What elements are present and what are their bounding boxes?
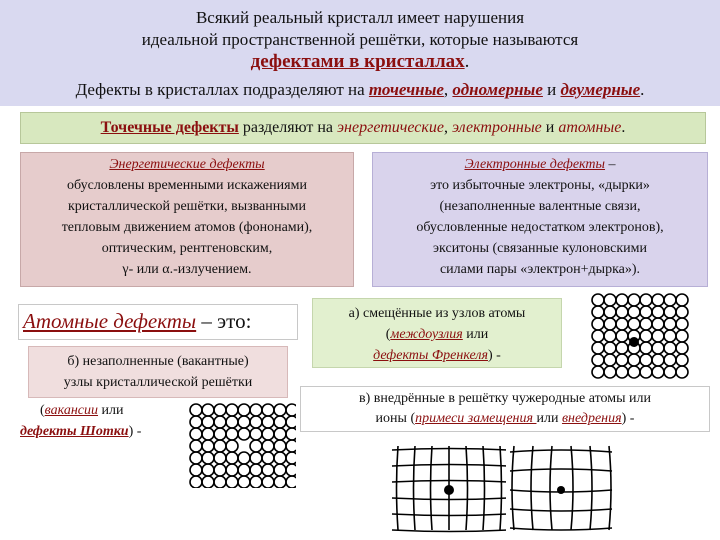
lattice-atom: [238, 404, 250, 416]
insertion-term: внедрения: [561, 411, 622, 426]
lattice-atom: [190, 440, 202, 452]
lattice-line: [392, 530, 508, 532]
lattice-atom: [238, 476, 250, 488]
lattice-atom: [616, 354, 628, 366]
lattice-atom: [604, 330, 616, 342]
energy-line: оптическим, рентгеновским,: [101, 241, 273, 256]
frenkel-term: дефекты Френкеля: [373, 348, 488, 363]
lattice-atom: [226, 428, 238, 440]
lattice-atom: [202, 476, 214, 488]
lattice-atom: [262, 404, 274, 416]
lattice-atom: [274, 416, 286, 428]
lattice-atom: [238, 428, 250, 440]
lattice-atom: [616, 294, 628, 306]
substitution-lattice-diagram: [388, 442, 512, 534]
insertion-atom: [557, 486, 565, 494]
electron-line: обусловленные недостатком электронов),: [416, 220, 664, 235]
schottky-term: дефекты Шотки: [20, 424, 129, 439]
lattice-atom: [202, 416, 214, 428]
interstitial-box: а) смещённые из узлов атомы (междоузлия или дефекты Френкеля) -: [312, 298, 562, 368]
lattice-atom: [676, 342, 688, 354]
lattice-line: [571, 446, 573, 530]
lattice-atom: [250, 416, 262, 428]
lattice-atom: [238, 416, 250, 428]
lattice-atom: [190, 464, 202, 476]
lattice-atom: [676, 330, 688, 342]
lattice-atom: [226, 440, 238, 452]
lattice-line: [392, 481, 508, 483]
lattice-atom: [640, 330, 652, 342]
defects-term: дефектами в кристаллах: [250, 51, 465, 72]
lattice-atom: [250, 476, 262, 488]
insertion-lattice-diagram: [506, 442, 616, 534]
lattice-atom: [592, 294, 604, 306]
lattice-atom: [190, 428, 202, 440]
lattice-atom: [592, 330, 604, 342]
lattice-atom: [286, 452, 296, 464]
lattice-atom: [616, 306, 628, 318]
lattice-atom: [226, 452, 238, 464]
vacancy-lattice-diagram: [188, 402, 296, 488]
lattice-atom: [676, 366, 688, 378]
lattice-atom: [262, 452, 274, 464]
lattice-atom: [226, 476, 238, 488]
lattice-atom: [604, 294, 616, 306]
lattice-line: [392, 514, 508, 516]
lattice-atom: [652, 354, 664, 366]
lattice-atom: [664, 318, 676, 330]
lattice-atom: [640, 306, 652, 318]
lattice-atom: [262, 416, 274, 428]
substitution-term: примеси замещения: [415, 411, 537, 426]
atomic-term: Атомные дефекты: [23, 309, 197, 333]
lattice-atom: [664, 294, 676, 306]
lattice-atom: [604, 342, 616, 354]
lattice-atom: [628, 318, 640, 330]
lattice-atom: [250, 440, 262, 452]
lattice-atom: [616, 366, 628, 378]
lattice-atom: [214, 476, 226, 488]
lattice-line: [510, 450, 612, 452]
lattice-atom: [202, 404, 214, 416]
lattice-atom: [214, 428, 226, 440]
lattice-atom: [286, 476, 296, 488]
lattice-atom: [190, 476, 202, 488]
header-banner: [0, 0, 720, 106]
lattice-atom: [250, 428, 262, 440]
lattice-line: [510, 528, 612, 530]
lattice-atom: [640, 354, 652, 366]
lattice-atom: [262, 476, 274, 488]
lattice-atom: [604, 318, 616, 330]
lattice-atom: [190, 416, 202, 428]
lattice-atom: [274, 464, 286, 476]
lattice-atom: [640, 366, 652, 378]
lattice-atom: [664, 354, 676, 366]
lattice-atom: [616, 330, 628, 342]
lattice-atom: [664, 306, 676, 318]
impurity-box: в) внедрённые в решётку чужеродные атомы или ионы (примеси замещения или внедрения) -: [300, 386, 710, 432]
point-term: точечные: [368, 80, 444, 99]
lattice-line: [392, 465, 508, 467]
lattice-atom: [238, 464, 250, 476]
lattice-atom: [640, 342, 652, 354]
lattice-atom: [286, 464, 296, 476]
lattice-atom: [604, 306, 616, 318]
lattice-line: [500, 446, 502, 530]
lattice-atom: [652, 342, 664, 354]
lattice-atom: [628, 306, 640, 318]
interstitial-lattice-diagram: [588, 292, 690, 382]
lattice-atom: [676, 306, 688, 318]
lattice-atom: [226, 416, 238, 428]
lattice-atom: [214, 464, 226, 476]
electron-line: (незаполненные валентные связи,: [439, 199, 641, 214]
lattice-atom: [274, 452, 286, 464]
lattice-atom: [616, 342, 628, 354]
lattice-atom: [238, 452, 250, 464]
electron-line: силами пары «электрон+дырка»).: [439, 262, 641, 277]
lattice-atom: [628, 366, 640, 378]
lattice-line: [512, 446, 514, 530]
lattice-atom: [250, 452, 262, 464]
lattice-atom: [604, 354, 616, 366]
lattice-atom: [226, 464, 238, 476]
lattice-line: [550, 446, 552, 530]
electron-defects-box: [372, 152, 708, 287]
lattice-atom: [676, 354, 688, 366]
lattice-atom: [286, 416, 296, 428]
lattice-atom: [652, 330, 664, 342]
lattice-atom: [592, 354, 604, 366]
lattice-line: [510, 509, 612, 511]
lattice-atom: [286, 440, 296, 452]
lattice-atom: [214, 440, 226, 452]
interstitial-term: междоузлия: [390, 327, 463, 342]
lattice-atom: [262, 440, 274, 452]
lattice-atom: [202, 452, 214, 464]
lattice-line: [392, 498, 508, 500]
lattice-atom: [676, 294, 688, 306]
lattice-line: [431, 446, 433, 530]
energy-line: кристаллической решётки, вызванными: [67, 199, 307, 214]
lattice-atom: [640, 318, 652, 330]
interstitial-atom: [629, 337, 639, 347]
lattice-atom: [250, 404, 262, 416]
lattice-atom: [262, 464, 274, 476]
lattice-line: [531, 446, 533, 530]
header-line-2: идеальной пространственной решётки, которые называются: [141, 30, 579, 49]
lattice-atom: [652, 366, 664, 378]
lattice-line: [483, 446, 485, 530]
lattice-line: [397, 446, 399, 530]
lattice-atom: [214, 452, 226, 464]
energy-line: тепловым движением атомов (фононами),: [61, 220, 313, 235]
atomic-defects-heading: Атомные дефекты – это:: [18, 304, 298, 340]
lattice-atom: [676, 318, 688, 330]
lattice-atom: [592, 366, 604, 378]
onedim-term: одномерные: [452, 80, 543, 99]
electron-line: экситоны (связанные кулоновскими: [433, 241, 647, 256]
lattice-atom: [262, 428, 274, 440]
electron-title-row: Электронные дефекты –: [464, 157, 616, 172]
lattice-atom: [202, 464, 214, 476]
point-defects-term: Точечные дефекты: [100, 119, 239, 136]
lattice-atom: [652, 306, 664, 318]
electron-line: это избыточные электроны, «дырки»: [430, 178, 650, 193]
vacancy-box: б) незаполненные (вакантные) узлы кристаллической решётки: [28, 346, 288, 398]
lattice-atom: [628, 354, 640, 366]
header-line-1: Всякий реальный кристалл имеет нарушения: [195, 8, 525, 27]
lattice-atom: [592, 306, 604, 318]
lattice-atom: [274, 440, 286, 452]
energy-line: γ- или α.-излучением.: [122, 262, 252, 277]
lattice-atom: [628, 294, 640, 306]
lattice-atom: [664, 366, 676, 378]
vacancy-details: (вакансии или дефекты Шотки) -: [20, 403, 142, 439]
header-line-4: Дефекты в кристаллах подразделяют на точечные, одномерные и двумерные.: [75, 80, 645, 99]
lattice-atom: [592, 318, 604, 330]
lattice-line: [466, 446, 468, 530]
lattice-line: [510, 469, 612, 471]
lattice-atom: [214, 416, 226, 428]
point-defects-box: Точечные дефекты разделяют на энергетические, электронные и атомные.: [20, 112, 706, 144]
header-line-3: дефектами в кристаллах.: [250, 51, 470, 72]
lattice-atom: [616, 318, 628, 330]
lattice-atom: [592, 342, 604, 354]
lattice-line: [414, 446, 416, 530]
lattice-line: [590, 446, 592, 530]
lattice-atom: [214, 404, 226, 416]
lattice-atom: [274, 476, 286, 488]
twodim-term: двумерные: [560, 80, 641, 99]
lattice-atom: [652, 294, 664, 306]
lattice-line: [609, 446, 611, 530]
lattice-atom: [604, 366, 616, 378]
lattice-atom: [664, 330, 676, 342]
lattice-atom: [652, 318, 664, 330]
lattice-atom: [202, 428, 214, 440]
energy-title: Энергетические дефекты: [109, 157, 265, 172]
lattice-atom: [640, 294, 652, 306]
energy-line: обусловлены временными искажениями: [67, 178, 307, 193]
lattice-atom: [190, 452, 202, 464]
lattice-atom: [190, 404, 202, 416]
electron-title: Электронные дефекты: [464, 157, 606, 172]
lattice-line: [392, 449, 508, 451]
lattice-atom: [274, 404, 286, 416]
energy-defects-box: [20, 152, 354, 287]
lattice-atom: [250, 464, 262, 476]
vacancy-term: вакансии: [44, 403, 99, 418]
lattice-atom: [202, 440, 214, 452]
lattice-atom: [226, 404, 238, 416]
lattice-atom: [664, 342, 676, 354]
lattice-atom: [286, 428, 296, 440]
substitution-atom: [444, 485, 454, 495]
lattice-atom: [274, 428, 286, 440]
lattice-atom: [286, 404, 296, 416]
